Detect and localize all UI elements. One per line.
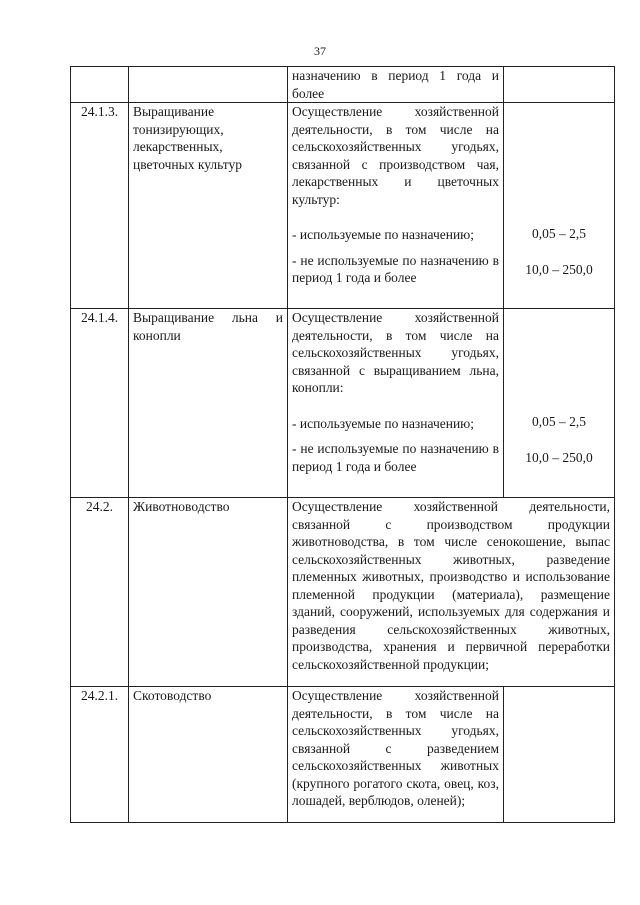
description-intro: Осуществление хозяйственной деятельности, в том числе на сельскохозяйственных угодьях, связанной с производством чая, лекарственных и цветочных культур: [292,104,499,207]
table-row-24-2 [71,498,615,687]
name-cell: Животноводство [129,498,288,687]
description-item-used: - используемые по назначению; [292,227,475,242]
name-cell [129,67,288,103]
value-used: 0,05 – 2,5 [532,226,586,241]
code-cell [71,67,129,103]
description-line: более [292,85,325,101]
value-unused: 10,0 – 250,0 [525,449,593,465]
description-cell [288,103,504,309]
value-unused: 10,0 – 250,0 [525,261,593,277]
table-row-24-2-1 [71,687,615,823]
code-cell: 24.2.1. [71,687,129,823]
table-row-continuation [71,67,615,103]
code-cell: 24.2. [71,498,129,687]
code-cell: 24.1.4. [71,309,129,498]
code-cell: 24.1.3. [71,103,129,309]
value-cell [504,309,615,498]
value-cell [504,103,615,309]
page-number: 37 [314,44,326,58]
value-used: 0,05 – 2,5 [532,414,586,429]
table-row-24-1-3 [71,103,615,309]
name-cell: Выращивание льна и конопли [129,309,288,498]
zoning-table [70,66,615,823]
description-item-unused: - не используемые по назначению в период 1 года и более [292,441,499,474]
description-cell [288,309,504,498]
value-cell [504,687,615,823]
name-cell: Скотоводство [129,687,288,823]
description-item-unused: - не используемые по назначению в период 1 года и более [292,252,499,285]
value-cell [504,67,615,103]
description-cell: Осуществление хозяйственной деятельности, в том числе на сельскохозяйственных угодьях, связанной с разведением сельскохозяйственных животных (крупного рогатого скота, овец, коз, лошадей, верблюдов, оленей); [288,687,504,823]
description-item-used: - используемые по назначению; [292,415,475,431]
description-intro: Осуществление хозяйственной деятельности, в том числе на сельскохозяйственных угодьях, связанной с выращиванием льна, конопли: [292,310,499,395]
name-cell: Выращивание тонизирующих, лекарственных, цветочных культур [129,103,288,309]
description-cell: Осуществление хозяйственной деятельности, связанной с производством продукции животноводства, в том числе сенокошение, выпас сельскохозяйственных животных, разведение племенных животных, производство и использование племенной продукции (материала), размещение зданий, сооружений, используемых для содержания и разведения сельскохозяйственных животных, производства, хранения и первичной переработки сельскохозяйственной продукции; [288,498,615,687]
table-row-24-1-4 [71,309,615,498]
description-line: назначению в период 1 года и [292,68,499,83]
description-cell [288,67,504,103]
